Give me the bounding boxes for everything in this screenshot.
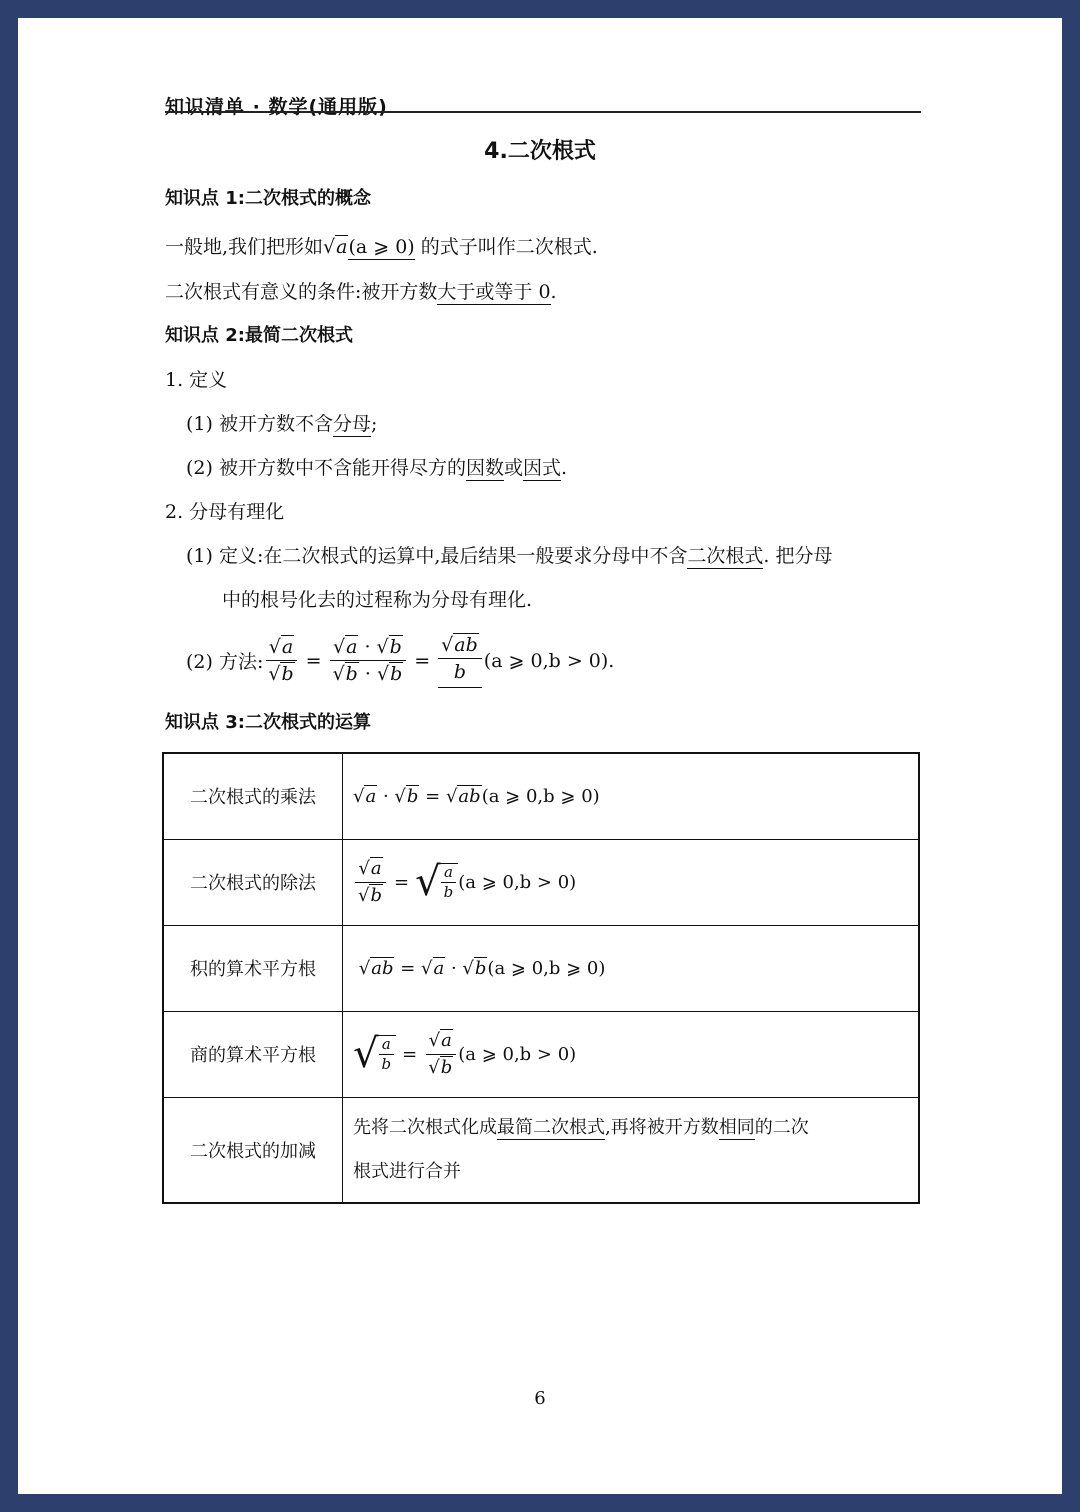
rule-underlined-2: 相同 <box>718 1116 755 1138</box>
row-cond: (a ⩾ 0,b ⩾ 0) <box>481 785 600 807</box>
kp2-s1-1-underlined: 分母 <box>332 413 371 435</box>
row-name: 二次根式的除法 <box>163 839 343 925</box>
kp1-cond-underlined: 大于或等于 0 <box>437 281 551 303</box>
kp2-s1-1 <box>186 409 377 436</box>
table-row <box>163 925 919 1011</box>
kp2-s2-2: (2) 方法: $\frac{√a}{√b}$ = $\frac{√a \cdot √b}{√b \cdot √b}$ = $\frac{√ab}{b}$ (a ⩾ 0,b > 0). <box>186 633 614 688</box>
kp2-s2-2-label: (2) 方法: <box>186 651 264 673</box>
kp2-s1-2-mid: 或 <box>503 457 523 479</box>
rule-text-2: ,再将被开方数 <box>605 1116 719 1138</box>
kp1-def-pre: 一般地,我们把形如 <box>165 236 324 258</box>
kp2-s1-2 <box>186 453 567 480</box>
kp2-s2-1 <box>186 541 833 568</box>
kp1-def-cond: (a ⩾ 0) <box>348 236 415 258</box>
kp2-s2-1-pre: (1) 定义:在二次根式的运算中,最后结果一般要求分母中不含 <box>186 545 688 567</box>
kp2-s1-2-post: . <box>561 457 568 479</box>
page-number: 6 <box>534 1388 546 1409</box>
rationalize-fraction-3: $\frac{√ab}{b}$ <box>438 633 482 688</box>
table-row <box>163 753 919 839</box>
row-cond: (a ⩾ 0,b > 0) <box>458 1043 577 1065</box>
kp2-s2-1-line2: 中的根号化去的过程称为分母有理化. <box>222 589 533 611</box>
kp2-s2-2-cond: (a ⩾ 0,b > 0). <box>483 649 615 672</box>
table-row <box>163 1011 919 1097</box>
row-cond: (a ⩾ 0,b > 0) <box>458 871 577 893</box>
kp2-s1-2-underlined-1: 因数 <box>465 457 504 479</box>
rule-text-4: 根式进行合并 <box>353 1160 461 1182</box>
kp1-definition <box>165 232 598 259</box>
kp2-s1-1-post: ; <box>370 413 378 435</box>
operations-table <box>162 752 920 1204</box>
row-name: 二次根式的加减 <box>163 1097 343 1203</box>
kp2-s1-2-pre: (2) 被开方数中不含能开得尽方的 <box>186 457 466 479</box>
header-rule <box>165 111 921 113</box>
sqrt-a: √a <box>323 236 348 258</box>
multiplication-formula: √a · √b = √ab(a ⩾ 0,b ⩾ 0) <box>343 753 920 839</box>
kp1-condition <box>165 277 557 304</box>
kp2-s1-1-pre: (1) 被开方数不含 <box>186 413 333 435</box>
kp2-s2: 2. 分母有理化 <box>165 501 285 523</box>
kp2-s1: 1. 定义 <box>165 369 228 391</box>
table-row <box>163 1097 919 1203</box>
kp1-cond-post: . <box>550 281 557 303</box>
kp3-heading: 知识点 3:二次根式的运算 <box>165 712 371 733</box>
kp2-s1-2-underlined-2: 因式 <box>523 457 562 479</box>
rule-underlined-1: 最简二次根式 <box>497 1116 605 1138</box>
table-row <box>163 839 919 925</box>
row-cond: (a ⩾ 0,b ⩾ 0) <box>487 957 606 979</box>
row-name: 积的算术平方根 <box>163 925 343 1011</box>
running-header: 知识清单 · 数学(通用版) <box>165 96 388 118</box>
kp2-heading: 知识点 2:最简二次根式 <box>165 325 353 346</box>
kp2-s2-1-post: . 把分母 <box>763 545 833 567</box>
kp1-cond-pre: 二次根式有意义的条件:被开方数 <box>165 281 438 303</box>
product-root-formula: √ab = √a · √b(a ⩾ 0,b ⩾ 0) <box>343 925 920 1011</box>
kp1-heading: 知识点 1:二次根式的概念 <box>165 188 371 209</box>
page <box>18 18 1062 1494</box>
kp2-s2-1-underlined: 二次根式 <box>687 545 764 567</box>
row-name: 二次根式的乘法 <box>163 753 343 839</box>
division-formula: $\frac{√a}{√b}$ = √ $\frac{a}{b}$ (a ⩾ 0,b > 0) <box>343 839 920 925</box>
add-subtract-rule <box>343 1097 920 1203</box>
rule-text-3: 的二次 <box>754 1116 809 1138</box>
row-name: 商的算术平方根 <box>163 1011 343 1097</box>
rationalize-fraction-2: $\frac{√a \cdot √b}{√b \cdot √b}$ <box>330 635 407 686</box>
section-title: 4.二次根式 <box>484 139 596 164</box>
quotient-root-formula: √ $\frac{a}{b}$ = $\frac{√a}{√b}$ (a ⩾ 0,b > 0) <box>343 1011 920 1097</box>
rationalize-fraction-1: $\frac{√a}{√b}$ <box>265 635 297 686</box>
rule-text-1: 先将二次根式化成 <box>353 1116 497 1138</box>
kp1-def-post: 的式子叫作二次根式. <box>420 236 598 258</box>
